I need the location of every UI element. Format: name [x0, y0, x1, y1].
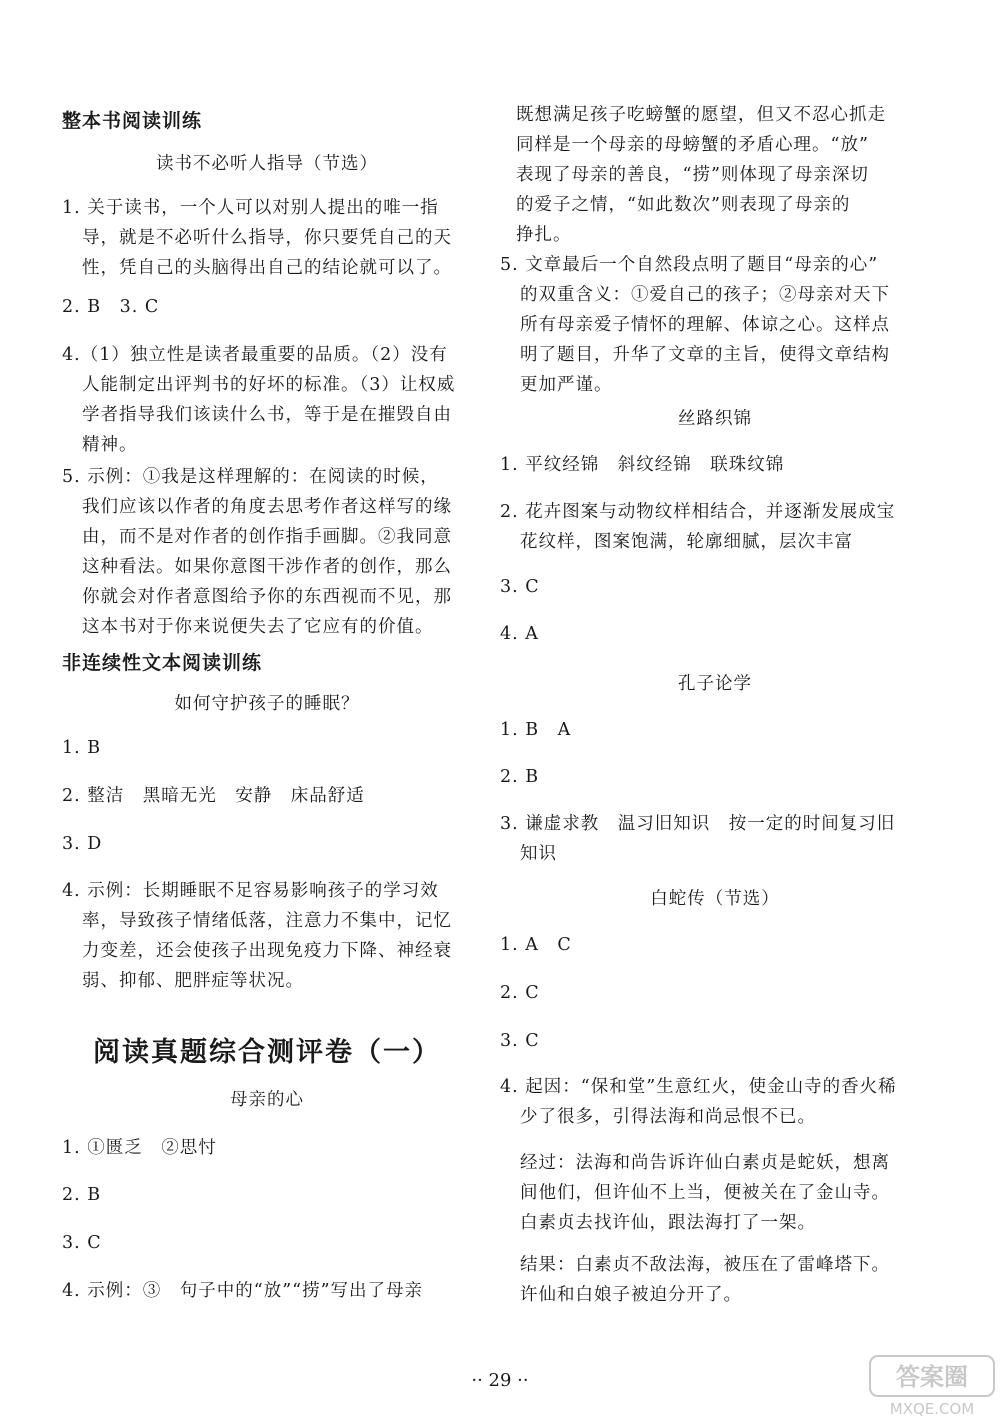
- answer-block: [500, 809, 895, 869]
- passage-title-confucius: 孔子论学: [678, 674, 752, 694]
- answer-line: 4. 示例：长期睡眠不足容易影响孩子的学习效: [62, 881, 439, 901]
- answer-block: [500, 497, 895, 557]
- answer-line: 3. C: [62, 1233, 102, 1253]
- answer-line: 2. B 3. C: [62, 297, 160, 317]
- answer-line: 的爱子之情，“如此数次”则表现了母亲的: [516, 195, 851, 215]
- watermark-logo: [868, 1354, 996, 1420]
- answer-line: 4. 起因：“保和堂”生意红火，使金山寺的香火稀: [500, 1077, 897, 1097]
- answer-line: 弱、抑郁、肥胖症等状况。: [82, 971, 304, 991]
- watermark-text: 答案圈: [896, 1363, 968, 1391]
- answer-line: 3. 谦虚求教 温习旧知识 按一定的时间复习旧: [500, 814, 896, 834]
- answer-line: 1. B A: [500, 720, 572, 740]
- answer-line: 经过：法海和尚告诉许仙白素贞是蛇妖，想离: [520, 1153, 890, 1173]
- passage-title-sleep: 如何守护孩子的睡眠？: [174, 694, 360, 714]
- answer-block: [62, 462, 452, 642]
- answer-line: 由，而不是对作者的创作指手画脚。②我同意: [82, 527, 452, 547]
- answer-line: 你就会对作者意图给予你的东西视而不见，那: [82, 587, 452, 607]
- answer-line: 许仙和白娘子被迫分开了。: [520, 1285, 742, 1305]
- answer-line: 2. B: [500, 767, 540, 787]
- answer-line: 结果：白素贞不敌法海，被压在了雷峰塔下。: [520, 1255, 890, 1275]
- answer-line: 1. B: [62, 738, 102, 758]
- answer-line: 2. B: [62, 1185, 102, 1205]
- answer-line: 1. 平纹经锦 斜纹经锦 联珠纹锦: [500, 455, 785, 475]
- section-title-noncontinuous: 非连续性文本阅读训练: [62, 652, 263, 674]
- passage-title-white-snake: 白蛇传（节选）: [650, 889, 780, 909]
- answer-block: [62, 340, 455, 460]
- passage-title-reading: 读书不必听人指导（节选）: [156, 154, 378, 174]
- answer-line: 1. ①匮乏 ②思忖: [62, 1138, 217, 1158]
- answer-line: 白素贞去找许仙，跟法海打了一架。: [520, 1213, 816, 1233]
- answer-block: [500, 250, 890, 400]
- answer-block: [62, 193, 452, 283]
- answer-line: 2. C: [500, 983, 540, 1003]
- test-paper-title: 阅读真题综合测评卷（一）: [93, 1037, 441, 1068]
- answer-line: 5. 文章最后一个自然段点明了题目“母亲的心”: [500, 255, 879, 275]
- answer-block: [516, 100, 886, 250]
- answer-line: 1. A C: [500, 935, 572, 955]
- answer-line: 力变差，还会使孩子出现免疫力下降、神经衰: [82, 941, 452, 961]
- answer-line: 的双重含义：①爱自己的孩子；②母亲对天下: [520, 285, 890, 305]
- answer-line: 这种看法。如果你意图干涉作者的创作，那么: [82, 557, 452, 577]
- answer-line: 2. 整洁 黑暗无光 安静 床品舒适: [62, 786, 365, 806]
- answer-line: 3. C: [500, 1031, 540, 1051]
- page-number: ·· 29 ··: [471, 1370, 529, 1391]
- answer-line: 所有母亲爱子情怀的理解、体谅之心。这样点: [520, 315, 890, 335]
- section-title-whole-book: 整本书阅读训练: [62, 110, 203, 132]
- answer-line: 4. A: [500, 624, 539, 644]
- answer-line: 3. C: [500, 577, 540, 597]
- answer-line: 这本书对于你来说便失去了它应有的价值。: [82, 617, 434, 637]
- passage-title-mother: 母亲的心: [230, 1090, 304, 1110]
- answer-line: 学者指导我们该读什么书，等于是在摧毁自由: [82, 405, 452, 425]
- answer-block: [500, 1250, 890, 1310]
- answer-line: 4.（1）独立性是读者最重要的品质。（2）没有: [62, 345, 448, 365]
- answer-line: 既想满足孩子吃螃蟹的愿望，但又不忍心抓走: [516, 105, 886, 125]
- answer-line: 导，就是不必听什么指导，你只要凭自己的天: [82, 228, 452, 248]
- answer-line: 间他们，但许仙不上当，便被关在了金山寺。: [520, 1183, 890, 1203]
- answer-line: 明了题目，升华了文章的主旨，使得文章结构: [520, 345, 890, 365]
- answer-line: 精神。: [82, 435, 138, 455]
- answer-line: 1. 关于读书，一个人可以对别人提出的唯一指: [62, 198, 439, 218]
- watermark-url: MXQE.COM: [889, 1400, 975, 1418]
- answer-line: 人能制定出评判书的好坏的标准。（3）让权威: [82, 375, 456, 395]
- answer-line: 少了很多，引得法海和尚忌恨不已。: [520, 1107, 816, 1127]
- answer-block: [500, 1072, 897, 1132]
- answer-block: [62, 876, 452, 996]
- answer-line: 我们应该以作者的角度去思考作者这样写的缘: [82, 497, 452, 517]
- answer-line: 花纹样，图案饱满，轮廓细腻，层次丰富: [520, 532, 853, 552]
- answer-line: 5. 示例：①我是这样理解的：在阅读的时候，: [62, 467, 439, 487]
- answer-line: 率，导致孩子情绪低落，注意力不集中，记忆: [82, 911, 452, 931]
- answer-block: [500, 1148, 890, 1238]
- answer-line: 表现了母亲的善良，“捞”则体现了母亲深切: [516, 165, 869, 185]
- answer-line: 性，凭自己的头脑得出自己的结论就可以了。: [82, 258, 452, 278]
- answer-line: 4. 示例：③ 句子中的“放”“捞”写出了母亲: [62, 1281, 424, 1301]
- answer-line: 3. D: [62, 834, 103, 854]
- passage-title-silk: 丝路织锦: [678, 409, 752, 429]
- answer-line: 挣扎。: [516, 225, 572, 245]
- answer-line: 同样是一个母亲的母螃蟹的矛盾心理。“放”: [516, 135, 869, 155]
- answer-line: 2. 花卉图案与动物纹样相结合，并逐渐发展成宝: [500, 502, 896, 522]
- answer-line: 更加严谨。: [520, 375, 613, 395]
- answer-line: 知识: [520, 844, 557, 864]
